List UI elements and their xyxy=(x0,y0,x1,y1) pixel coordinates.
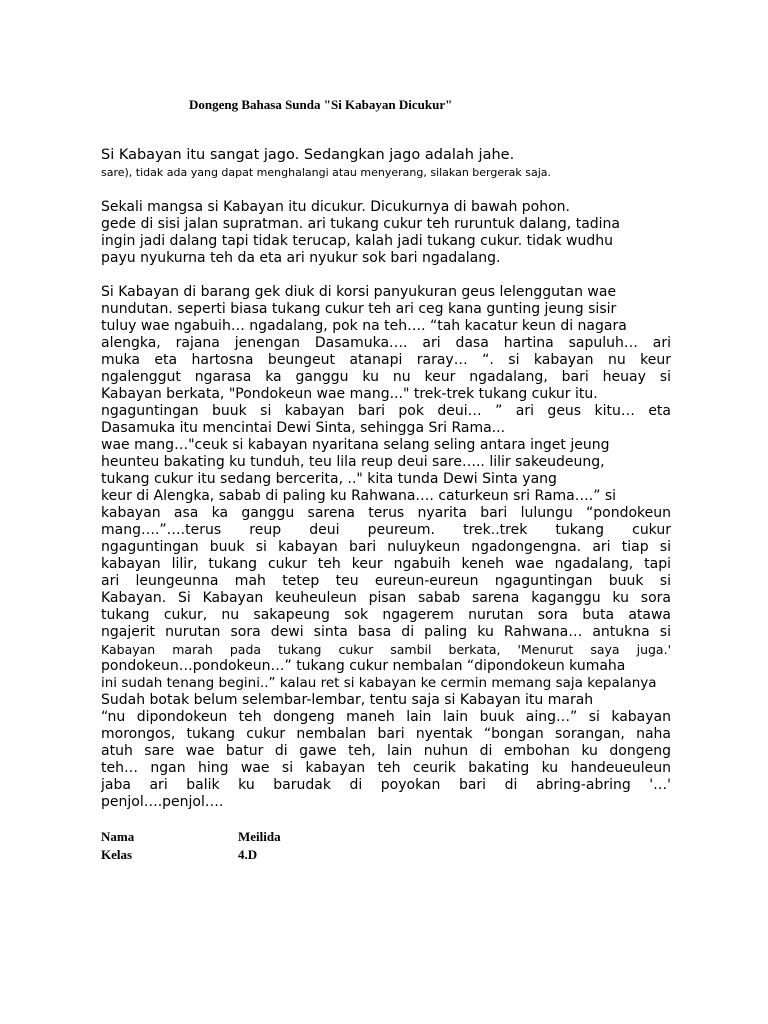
text-line: tukang cukur, nu sakapeung sok ngagerem nurutan sora buta atawa xyxy=(101,607,671,623)
text-line: payu nyukurna teh da eta ari nyukur sok bari ngadalang. xyxy=(101,250,501,266)
text-line: ari leungeunna mah tetep teu eureun-eureun ngaguntingan buuk si xyxy=(101,573,671,589)
text-line: alengka, rajana jenengan Dasamuka…. ari dasa hartina sapuluh… ari xyxy=(101,335,671,351)
text-line: heunteu bakating ku tunduh, teu lila reup deui sare….. lilir sakeudeung, xyxy=(101,454,605,470)
text-line: atuh sare wae batur di gawe teh, lain nuhun di embohan ku dongeng xyxy=(101,743,671,759)
text-line: ngalenggut ngarasa ka ganggu ku nu keur ngadalang, bari heuay si xyxy=(101,369,671,385)
text-line: mang….”….terus reup deui peureum. trek..trek tukang cukur xyxy=(101,522,671,538)
text-line: keur di Alengka, sabab di paling ku Rahwana…. caturkeun sri Rama….” si xyxy=(101,488,617,504)
text-line: Si Kabayan itu sangat jago. Sedangkan jago adalah jahe. xyxy=(101,147,515,163)
text-line: Sekali mangsa si Kabayan itu dicukur. Dicukurnya di bawah pohon. xyxy=(101,199,570,215)
class-label: Kelas xyxy=(101,847,133,862)
text-line: ngaguntingan buuk si kabayan bari nuluykeun ngadongengna. ari tiap si xyxy=(101,539,671,555)
document-title: Dongeng Bahasa Sunda "Si Kabayan Dicukur" xyxy=(189,97,453,112)
text-line: kabayan lilir, tukang cukur teh keur ngabuih keneh wae ngadalang, tapi xyxy=(101,556,671,572)
text-line: ingin jadi dalang tapi tidak terucap, kalah jadi tukang cukur. tidak wudhu xyxy=(101,233,613,249)
text-line: ngajerit nurutan sora dewi sinta basa di paling ku Rahwana… antukna si xyxy=(101,624,671,640)
text-line: tukang cukur itu sedang bercerita, .." kita tunda Dewi Sinta yang xyxy=(101,471,557,487)
text-line: gede di sisi jalan supratman. ari tukang cukur teh ruruntuk dalang, tadina xyxy=(101,216,621,232)
text-line: teh… ngan hing wae si kabayan teh ceurik bakating ku handeueuleun xyxy=(101,760,671,776)
text-line: jaba ari balik ku barudak di poyokan bari di abring-abring '…' xyxy=(101,777,671,793)
text-line: kabayan asa ka ganggu sarena terus nyarita bari lulungu “pondokeun xyxy=(101,505,671,521)
text-line: Dasamuka itu mencintai Dewi Sinta, sehingga Sri Rama... xyxy=(101,420,506,436)
name-value: Meilida xyxy=(238,829,281,844)
text-line: nundutan. seperti biasa tukang cukur teh ari ceg kana gunting jeung sisir xyxy=(101,301,617,317)
text-line: pondokeun…pondokeun…” tukang cukur nembalan “dipondokeun kumaha xyxy=(101,658,626,674)
text-line: morongos, tukang cukur nembalan bari nyentak “bongan sorangan, naha xyxy=(101,726,671,742)
text-line: Si Kabayan di barang gek diuk di korsi panyukuran geus lelenggutan wae xyxy=(101,284,617,300)
text-line: Kabayan berkata, "Pondokeun wae mang..." trek-trek tukang cukur itu. xyxy=(101,386,598,402)
text-line: ini sudah tenang begini..” kalau ret si kabayan ke cermin memang saja kepalanya xyxy=(101,675,657,691)
text-line: Sudah botak belum selembar-lembar, tentu saja si Kabayan itu marah xyxy=(101,692,594,708)
class-value: 4.D xyxy=(238,847,258,862)
text-line: ngaguntingan buuk si kabayan bari pok deui… ” ari geus kitu… eta xyxy=(101,403,671,419)
text-line: muka eta hartosna beungeut atanapi raray… “. si kabayan nu keur xyxy=(101,352,671,368)
name-label: Nama xyxy=(101,829,135,844)
text-line: sare), tidak ada yang dapat menghalangi atau menyerang, silakan bergerak saja. xyxy=(101,166,552,179)
text-line: tuluy wae ngabuih… ngadalang, pok na teh…. “tah kacatur keun di nagara xyxy=(101,318,627,334)
text-line: penjol….penjol…. xyxy=(101,794,224,810)
text-line: wae mang…"ceuk si kabayan nyaritana selang seling antara inget jeung xyxy=(101,437,610,453)
text-line: Kabayan. Si Kabayan keuheuleun pisan sabab sarena kaganggu ku sora xyxy=(101,590,671,606)
text-line: “nu dipondokeun teh dongeng maneh lain lain buuk aing…” si kabayan xyxy=(101,709,671,725)
text-line: Kabayan marah pada tukang cukur sambil berkata, 'Menurut saya juga.' xyxy=(101,642,671,657)
